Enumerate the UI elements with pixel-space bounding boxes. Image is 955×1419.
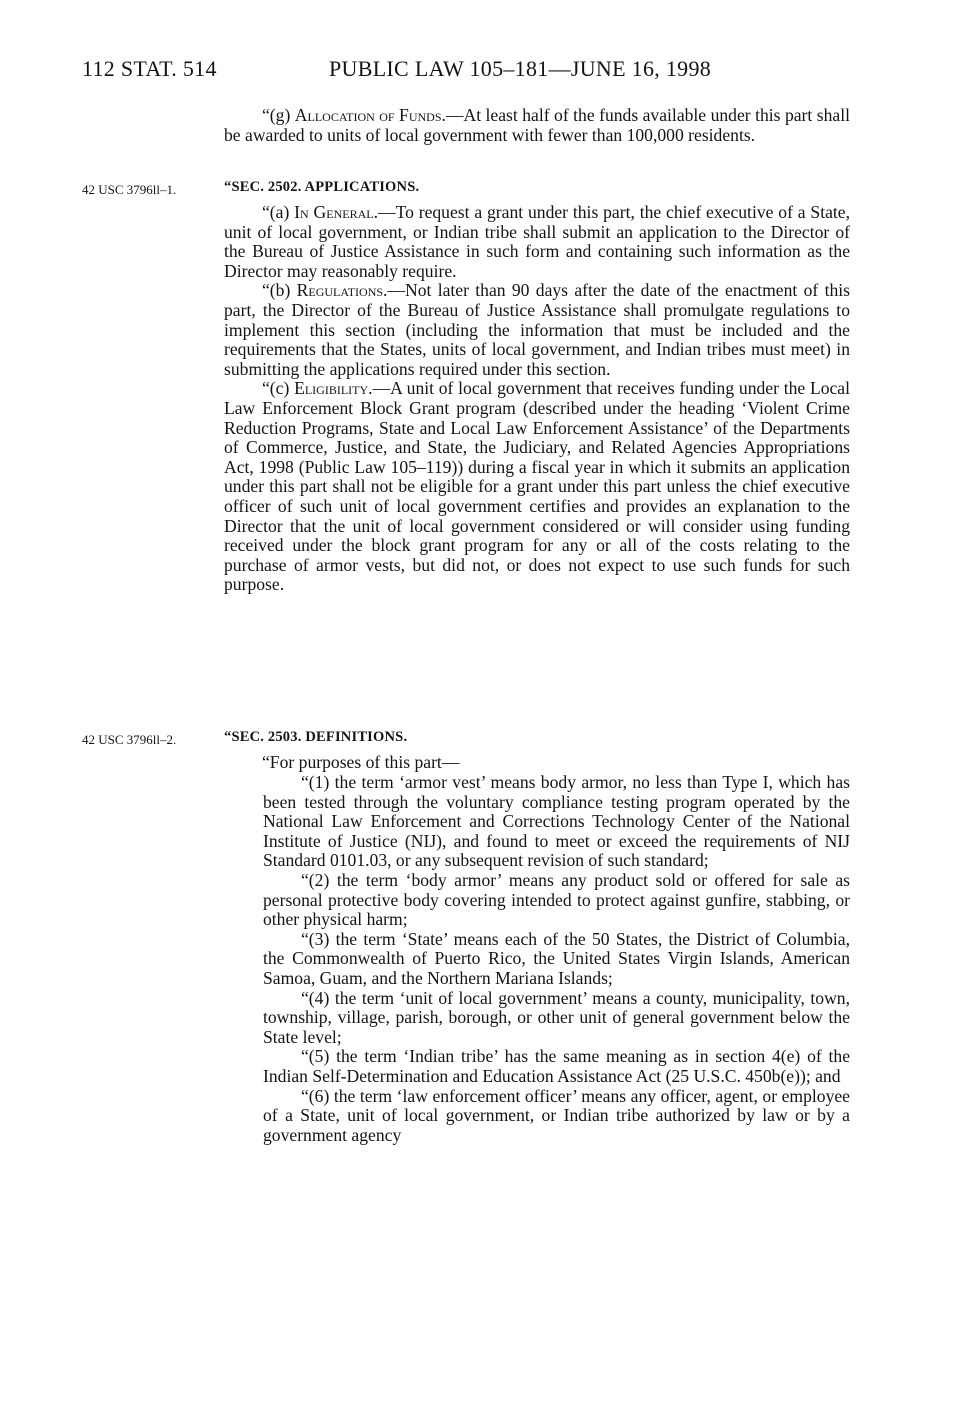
definition-item: “(1) the term ‘armor vest’ means body armor, no less than Type I, which has been tested through the voluntary compliance testing program operated by the National Law Enforcement and Corrections Technology Center of the National Institute of Justice (NIJ), and found to meet or exceed the requirements of NIJ Standard 0101.03, or any subsequent revision of such standard;: [263, 772, 850, 871]
definition-item: “(5) the term ‘Indian tribe’ has the same meaning as in section 4(e) of the Indian Self-Determination and Education Assistance Act (25 U.S.C. 450b(e)); and: [263, 1046, 850, 1086]
subsection-b-label: “(b): [262, 280, 297, 301]
subsection-c-caption: Eligibility.: [294, 378, 373, 399]
subsection-b-text: —Not later than 90 days after the date of the enactment of this part, the Director of the Bureau of Justice Assistance shall promulgate regulations to implement this section (including the information that must be included and the requirements that the States, units of local government, and Indian tribes must meet) in submitting the applications required under this section.: [224, 280, 850, 379]
subsection-b-caption: Regulations.: [296, 280, 388, 301]
definition-item: “(6) the term ‘law enforcement officer’ means any officer, agent, or employee of a State, unit of local government, or Indian tribe authorized by law or by a government agency: [263, 1085, 850, 1145]
stat-page-number: 112 STAT. 514: [82, 56, 217, 81]
subsection-a-caption: In General.: [294, 202, 378, 222]
subsection-b: [224, 281, 850, 379]
definition-item: “(2) the term ‘body armor’ means any product sold or offered for sale as personal protective body covering intended to protect against gunfire, stabbing, or other physical harm;: [263, 869, 850, 930]
subsection-g-label: “(g): [262, 105, 295, 125]
subsection-c-label: “(c): [262, 378, 295, 399]
margin-note-2503: 42 USC 3796ll–2.: [82, 732, 177, 747]
section-2503-heading: “SEC. 2503. DEFINITIONS.: [224, 729, 408, 745]
subsection-a-text: —To request a grant under this part, the chief executive of a State, unit of local government, or Indian tribe shall submit an application to the Director of the Bureau of Justice Assistance in such form and containing such information as the Director may reasonably require.: [224, 202, 850, 281]
section-2503-body: [224, 753, 850, 773]
definitions-list: [263, 773, 850, 1145]
definition-item: “(4) the term ‘unit of local government’ means a county, municipality, town, township, village, parish, borough, or other unit of general government below the State level;: [263, 987, 850, 1047]
section-2502-body: [224, 203, 850, 595]
page-header: [82, 56, 852, 86]
definitions-intro: “For purposes of this part—: [262, 752, 460, 772]
subsection-c: [224, 379, 850, 595]
subsection-g-text: —At least half of the funds available under this part shall be awarded to units of local government with fewer than 100,000 residents.: [224, 105, 850, 145]
subsection-g-caption: Allocation of Funds.: [294, 105, 446, 125]
subsection-g: [224, 106, 850, 145]
section-2502-heading: “SEC. 2502. APPLICATIONS.: [224, 179, 420, 195]
definition-item: “(3) the term ‘State’ means each of the 50 States, the District of Columbia, the Commonwealth of Puerto Rico, the United States Virgin Islands, American Samoa, Guam, and the Northern Mariana Islands;: [263, 928, 850, 988]
subsection-c-text: —A unit of local government that receives funding under the Local Law Enforcement Block Grant program (described under the heading ‘Violent Crime Reduction Programs, State and Local Law Enforcement Assistance’ of the Departments of Commerce, Justice, and State, the Judiciary, and Related Agencies Appropriations Act, 1998 (Public Law 105–119)) during a fiscal year in which it submits an application under this part shall not be eligible for a grant under this part unless the chief executive officer of such unit of local government certifies and provides an explanation to the Director that the unit of local government considered or will consider using funding received under the block grant program for any or all of the costs relating to the purchase of armor vests, but did not, or does not expect to use such funds for such purpose.: [224, 378, 851, 595]
subsection-a-label: “(a): [262, 202, 295, 222]
margin-note-2502: 42 USC 3796ll–1.: [82, 182, 177, 197]
subsection-a: [224, 203, 850, 281]
law-title: PUBLIC LAW 105–181—JUNE 16, 1998: [329, 56, 712, 81]
